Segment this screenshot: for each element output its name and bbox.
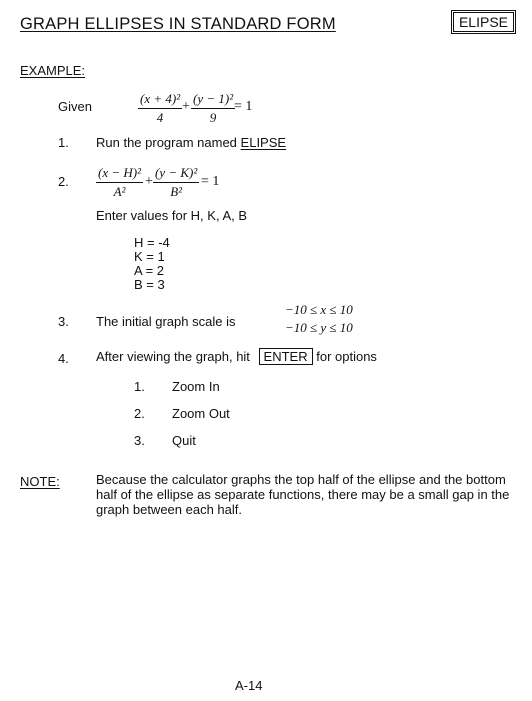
general-y-numerator: (y − K)²	[153, 165, 199, 183]
values-list	[134, 236, 170, 292]
step-1-text	[96, 135, 286, 150]
step-2-number: 2.	[58, 174, 69, 189]
given-x-denominator: 4	[156, 110, 164, 125]
value-b: B = 3	[134, 277, 165, 292]
option-quit: Quit	[172, 433, 196, 448]
step-3-text: The initial graph scale is	[96, 314, 236, 329]
value-a: A = 2	[134, 263, 164, 278]
general-plus: +	[145, 174, 153, 189]
option-2-number: 2.	[134, 406, 145, 421]
step-1-number: 1.	[58, 135, 69, 150]
general-fraction-x	[96, 165, 143, 200]
step-4-text	[96, 349, 377, 364]
page-number: A-14	[235, 678, 263, 693]
given-y-denominator: 9	[209, 110, 217, 125]
given-x-numerator: (x + 4)²	[138, 91, 182, 109]
program-tag: ELIPSE	[453, 12, 514, 32]
given-fraction-y	[191, 91, 235, 126]
note-text: Because the calculator graphs the top half of the ellipse and the bottom half of the ellipse as separate functions, there may be a small gap in the graph between each half.	[96, 472, 510, 517]
general-rhs: = 1	[201, 174, 220, 189]
page-title: GRAPH ELLIPSES IN STANDARD FORM	[20, 15, 336, 33]
step-3-number: 3.	[58, 314, 69, 329]
value-h: H = -4	[134, 235, 170, 250]
general-fraction-y	[153, 165, 199, 200]
option-1-number: 1.	[134, 379, 145, 394]
given-label: Given	[58, 99, 92, 114]
enter-key: ENTER	[259, 348, 313, 365]
step-4-suffix: for options	[316, 349, 377, 364]
given-y-numerator: (y − 1)²	[191, 91, 235, 109]
general-x-numerator: (x − H)²	[96, 165, 143, 183]
range-x: −10 ≤ x ≤ 10	[285, 302, 353, 317]
value-k: K = 1	[134, 249, 165, 264]
program-name: ELIPSE	[240, 135, 287, 150]
option-zoom-out: Zoom Out	[172, 406, 230, 421]
example-label: EXAMPLE:	[20, 63, 86, 78]
option-3-number: 3.	[134, 433, 145, 448]
range-y: −10 ≤ y ≤ 10	[285, 320, 353, 335]
step-4-number: 4.	[58, 351, 69, 366]
general-x-denominator: A²	[113, 184, 126, 199]
enter-values-text: Enter values for H, K, A, B	[96, 208, 248, 223]
general-y-denominator: B²	[170, 184, 183, 199]
given-plus: +	[182, 99, 190, 114]
step-4-label: After viewing the graph, hit	[96, 349, 250, 364]
note-label: NOTE:	[20, 474, 60, 489]
given-fraction-x	[138, 91, 182, 126]
step-1-label: Run the program named	[96, 135, 237, 150]
given-rhs: = 1	[234, 99, 253, 114]
option-zoom-in: Zoom In	[172, 379, 220, 394]
